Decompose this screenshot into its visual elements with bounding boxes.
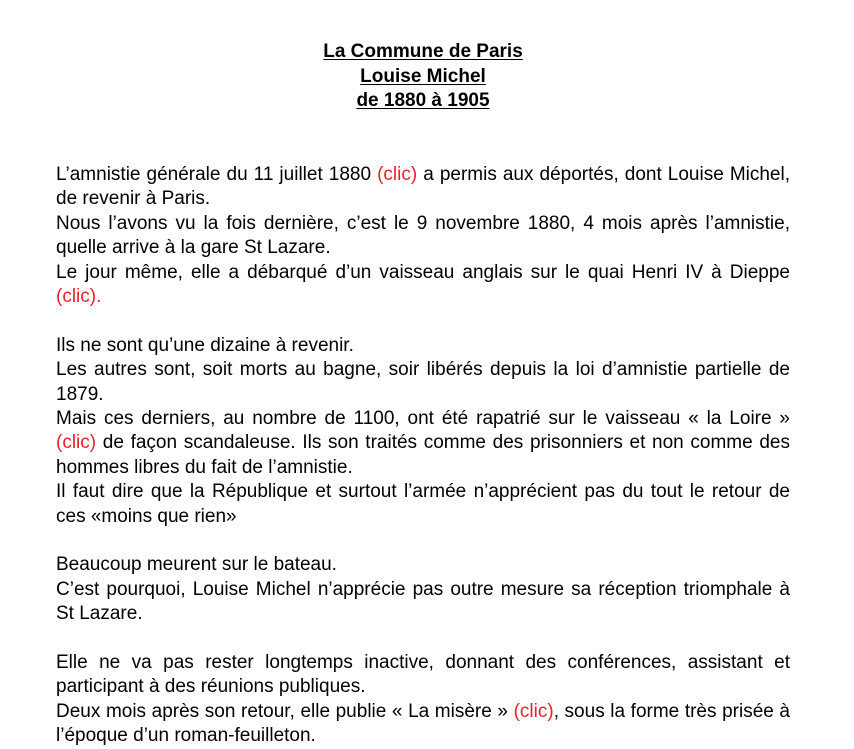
paragraph-st-lazare: Nous l’avons vu la fois dernière, c’est le 9 novembre 1880, 4 mois après l’amnistie, quelle arrive à la gare St Lazare. [56, 212, 790, 259]
paragraph-republique: Il faut dire que la République et surtout l’armée n’apprécient pas du tout le retour de ces «moins que rien» [56, 481, 790, 527]
paragraph-dizaine: Ils ne sont qu’une dizaine à revenir. [56, 334, 354, 356]
paragraph-dieppe: Le jour même, elle a débarqué d’un vaisseau anglais sur le quai Henri IV à Dieppe (clic). [56, 261, 790, 308]
document-body [56, 163, 790, 749]
paragraph-spacer [56, 627, 790, 651]
document-title [0, 40, 846, 114]
title-line-3: de 1880 à 1905 [356, 90, 490, 111]
paragraph-reception: C’est pourquoi, Louise Michel n’apprécie pas outre mesure sa réception triomphale à St Lazare. [56, 578, 790, 625]
paragraph-spacer [56, 529, 790, 553]
paragraph-amnesty: L’amnistie générale du 11 juillet 1880 (clic) a permis aux déportés, dont Louise Michel, de revenir à Paris. [56, 164, 791, 210]
paragraph-bateau: Beaucoup meurent sur le bateau. [56, 554, 337, 576]
clic-link-dieppe[interactable]: (clic) [56, 286, 97, 308]
clic-link-amnesty[interactable]: (clic) [377, 164, 418, 185]
clic-link-la-loire[interactable]: (clic) [56, 432, 97, 454]
paragraph-spacer [56, 309, 790, 333]
paragraph-conferences: Elle ne va pas rester longtemps inactive, donnant des conférences, assistant et participant à des réunions publiques. [56, 652, 790, 698]
title-line-2: Louise Michel [360, 65, 486, 87]
title-line-1: La Commune de Paris [323, 41, 523, 62]
clic-link-la-misere[interactable]: (clic) [513, 700, 554, 722]
paragraph-la-misere: Deux mois après son retour, elle publie « La misère » (clic), sous la forme très prisée à l’époque d’un roman-feuilleton. [56, 700, 790, 747]
paragraph-bagne: Les autres sont, soit morts au bagne, soir libérés depuis la loi d’amnistie partielle de 1879. [56, 359, 790, 405]
paragraph-la-loire: Mais ces derniers, au nombre de 1100, ont été rapatrié sur le vaisseau « la Loire » (clic) de façon scandaleuse. Ils son traités comme des prisonniers et non comme des hommes libres du fait de l’amnistie. [56, 408, 790, 478]
